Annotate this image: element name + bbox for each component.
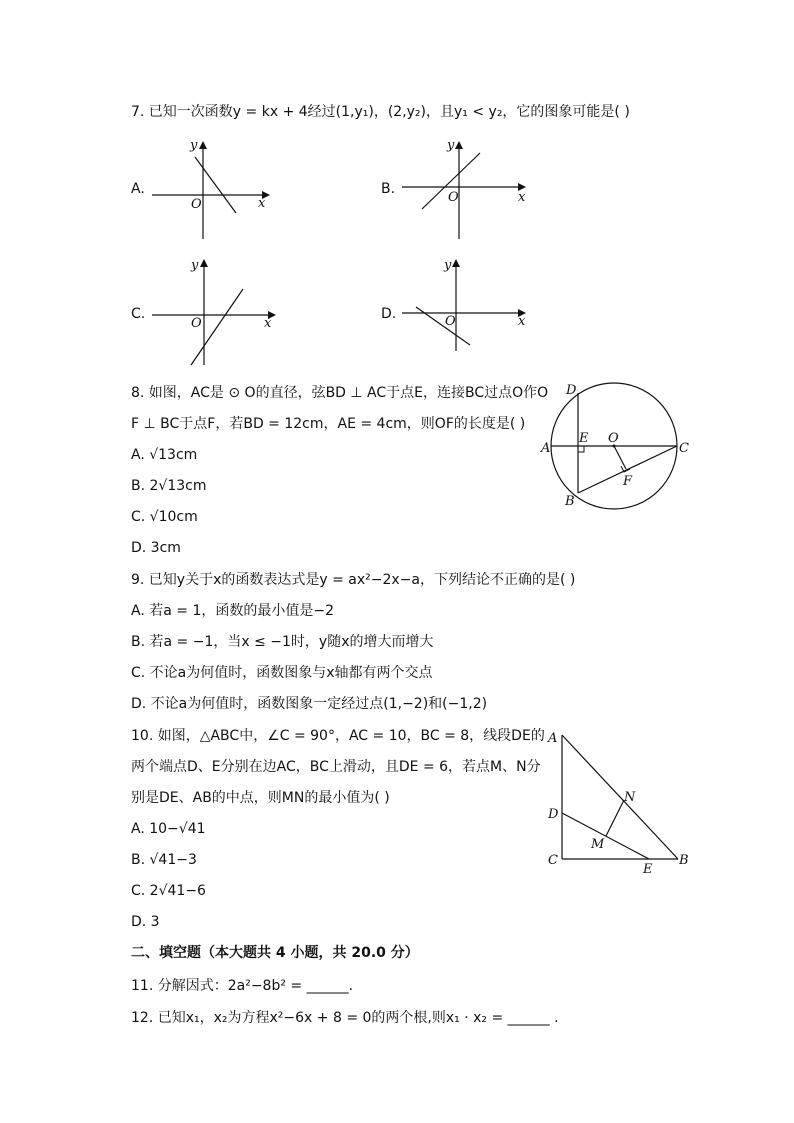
q7a-origin-label: O bbox=[191, 197, 202, 212]
q8-label-c: C bbox=[679, 441, 689, 456]
q8-option-d: D. 3cm bbox=[131, 540, 181, 556]
q8-label-a: A bbox=[541, 441, 551, 456]
q9-option-c: C. 不论a为何值时，函数图象与x轴都有两个交点 bbox=[131, 665, 433, 681]
q7b-origin-label: O bbox=[448, 190, 459, 205]
q8-option-a: A. √13cm bbox=[131, 447, 198, 463]
q7-option-b-label: B. bbox=[381, 181, 396, 197]
q9-stem: 9. 已知y关于x的函数表达式是y = ax²−2x−a，下列结论不正确的是( ) bbox=[131, 572, 576, 588]
q9-option-d: D. 不论a为何值时，函数图象一定经过点(1,−2)和(−1,2) bbox=[131, 696, 488, 712]
q7c-origin-label: O bbox=[191, 316, 202, 331]
q7d-y-label: y bbox=[444, 258, 452, 273]
q10-label-a: A bbox=[548, 731, 558, 746]
q7-stem: 7. 已知一次函数y = kx + 4经过(1,y₁)，(2,y₂)，且y₁ < y₂，它的图象可能是( ) bbox=[131, 104, 630, 120]
section-heading: 二、填空题（本大题共 4 小题，共 20.0 分） bbox=[131, 945, 419, 961]
q7-option-a-label: A. bbox=[131, 181, 145, 197]
q10-stem-line1: 10. 如图，△ABC中，∠C = 90°，AC = 10，BC = 8，线段DE的 bbox=[131, 728, 545, 744]
q7c-x-label: x bbox=[264, 316, 272, 331]
q7b-y-label: y bbox=[447, 138, 455, 153]
q10-label-e: E bbox=[643, 862, 653, 877]
q8-option-b: B. 2√13cm bbox=[131, 478, 207, 494]
q10-label-m: M bbox=[591, 837, 605, 852]
q8-label-f: F bbox=[623, 474, 633, 489]
q8-stem-line2: F ⊥ BC于点F，若BD = 12cm，AE = 4cm，则OF的长度是( ) bbox=[131, 416, 526, 432]
q7b-x-label: x bbox=[518, 190, 526, 205]
q7a-x-label: x bbox=[258, 196, 266, 211]
q7-option-c-label: C. bbox=[131, 306, 146, 322]
q7-option-d-label: D. bbox=[381, 306, 397, 322]
q8-circle-figure bbox=[535, 380, 695, 515]
q10-stem-line3: 别是DE、AB的中点，则MN的最小值为( ) bbox=[131, 790, 390, 806]
q10-label-b: B bbox=[679, 853, 689, 868]
q8-label-e: E bbox=[579, 431, 589, 446]
q7d-origin-label: O bbox=[445, 314, 456, 329]
q9-option-b: B. 若a = −1，当x ≤ −1时，y随x的增大而增大 bbox=[131, 634, 434, 650]
q8-label-b: B bbox=[565, 494, 575, 509]
q10-label-c: C bbox=[548, 853, 558, 868]
q7-graph-b bbox=[398, 135, 533, 245]
q7-graph-a bbox=[148, 135, 278, 245]
q8-label-o: O bbox=[608, 431, 619, 446]
q7c-y-label: y bbox=[191, 258, 199, 273]
q7d-x-label: x bbox=[518, 314, 526, 329]
q8-option-c: C. √10cm bbox=[131, 509, 198, 525]
q10-option-b: B. √41−3 bbox=[131, 852, 197, 868]
q10-triangle-figure bbox=[540, 725, 695, 880]
q10-label-n: N bbox=[624, 790, 636, 805]
q10-option-c: C. 2√41−6 bbox=[131, 883, 206, 899]
q12-text: 12. 已知x₁，x₂为方程x²−6x + 8 = 0的两个根,则x₁ · x₂ = ______ . bbox=[131, 1010, 559, 1026]
q11-text: 11. 分解因式：2a²−8b² = ______. bbox=[131, 978, 354, 994]
q8-label-d: D bbox=[566, 383, 577, 398]
q10-option-a: A. 10−√41 bbox=[131, 821, 206, 837]
q9-option-a: A. 若a = 1，函数的最小值是−2 bbox=[131, 603, 334, 619]
q10-stem-line2: 两个端点D、E分别在边AC，BC上滑动，且DE = 6，若点M、N分 bbox=[131, 759, 541, 775]
q8-stem-line1: 8. 如图，AC是 ⊙ O的直径，弦BD ⊥ AC于点E，连接BC过点O作O bbox=[131, 385, 549, 401]
q7-graph-c bbox=[148, 255, 283, 370]
q7a-y-label: y bbox=[190, 138, 198, 153]
q10-option-d: D. 3 bbox=[131, 914, 160, 930]
q7-graph-d bbox=[398, 255, 533, 355]
q10-label-d: D bbox=[548, 807, 559, 822]
